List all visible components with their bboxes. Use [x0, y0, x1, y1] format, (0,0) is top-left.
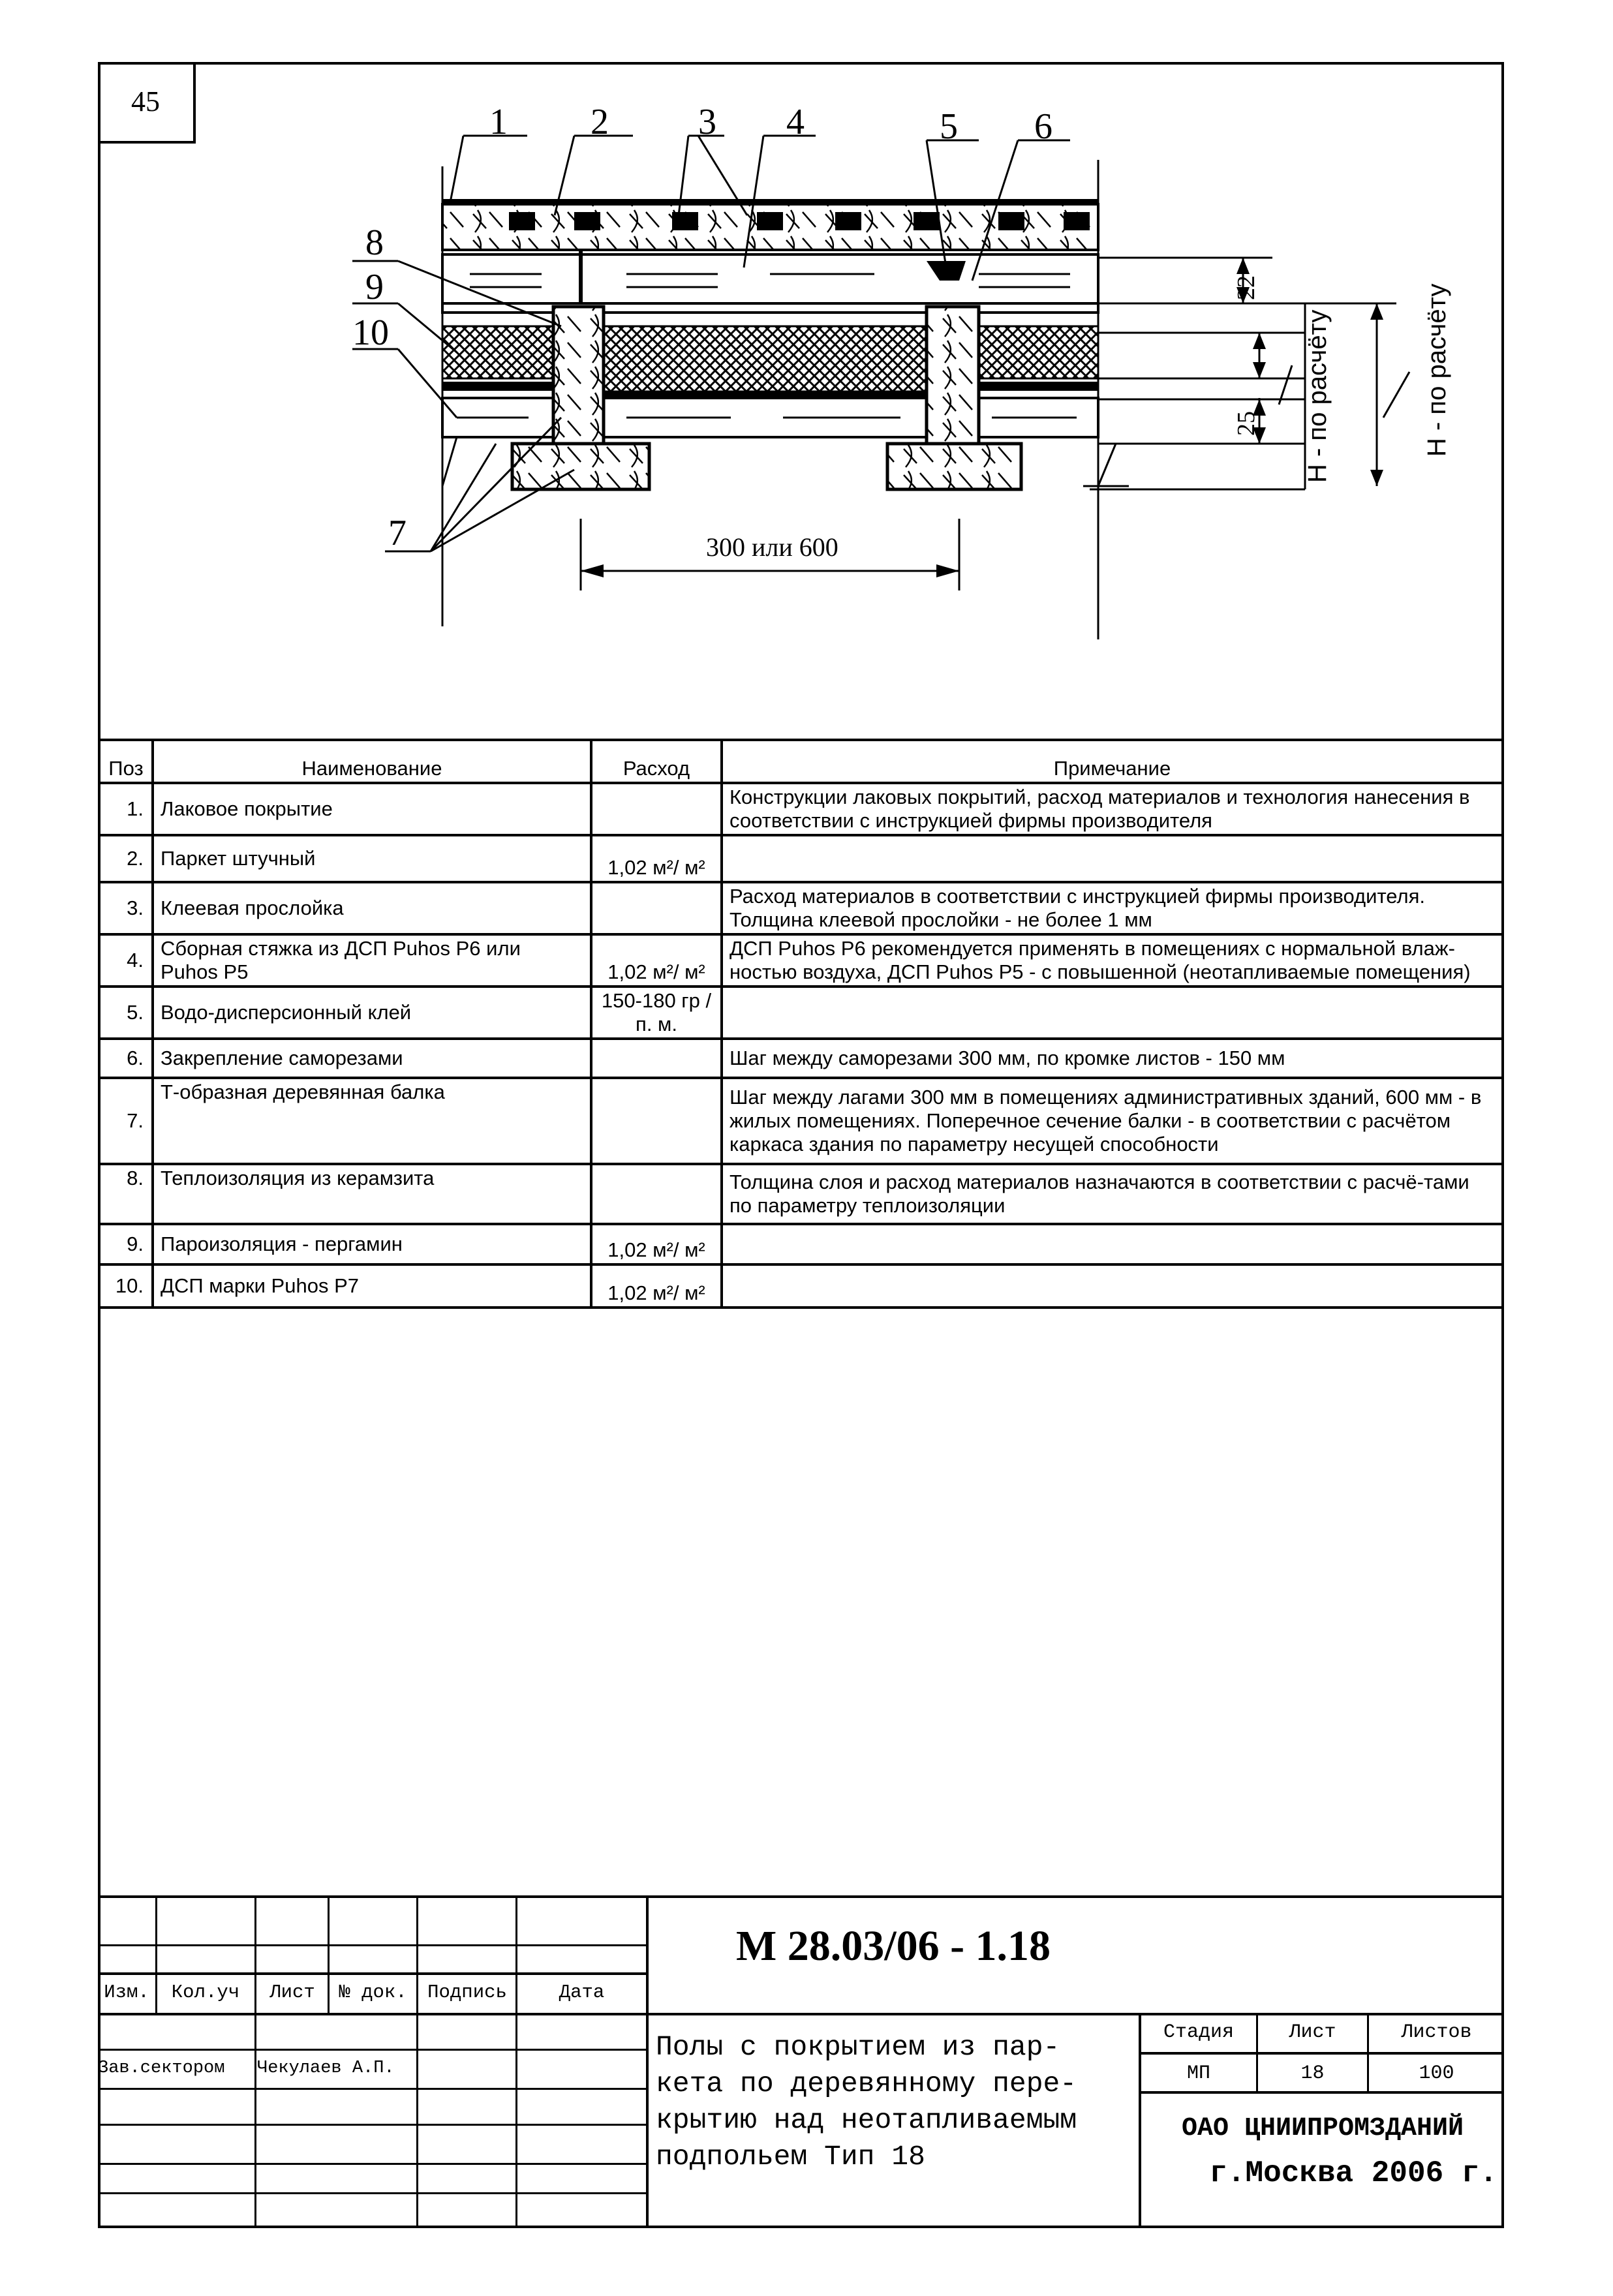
- callout-9: 9: [365, 267, 384, 307]
- span-dimension-label: 300 или 600: [706, 532, 838, 562]
- dim-25-label: 25: [1233, 411, 1260, 436]
- callout-2: 2: [591, 102, 609, 142]
- callout-10: 10: [352, 313, 389, 353]
- col-label-signature: Подпись: [427, 1982, 507, 2003]
- table-row: 9. Пароизоляция - пергамин 1,02 м²/ м²: [99, 1224, 1503, 1264]
- col-label-kol-uch: Кол.уч: [171, 1982, 240, 2003]
- title-block: [98, 1895, 1504, 2228]
- callout-5: 5: [940, 106, 958, 147]
- table-row: 2. Паркет штучный 1,02 м²/ м²: [99, 835, 1503, 882]
- col-label-doc-no: № док.: [339, 1982, 407, 2003]
- stage-value: МП: [1186, 2062, 1210, 2085]
- document-code: М 28.03/06 - 1.18: [735, 1922, 1051, 1970]
- h-label-left: Н - по расчёту: [1303, 309, 1332, 483]
- city-year: г.Москва 2006 г.: [1209, 2156, 1498, 2190]
- callout-8: 8: [365, 222, 384, 263]
- header-pos: Поз: [99, 740, 153, 783]
- sheet-value: 18: [1300, 2062, 1325, 2085]
- role-label: Зав.сектором: [98, 2059, 225, 2078]
- header-note: Примечание: [722, 740, 1503, 783]
- sheet-number: 45: [98, 62, 196, 144]
- stage-label: Стадия: [1163, 2021, 1235, 2043]
- callout-7: 7: [388, 513, 407, 553]
- table-row: 6. Закрепление саморезами Шаг между саморезами 300 мм, по кромке листов - 150 мм: [99, 1039, 1503, 1078]
- floor-section-drawing: [0, 0, 1613, 737]
- table-row: 10. ДСП марки Puhos P7 1,02 м²/ м²: [99, 1264, 1503, 1308]
- sheets-value: 100: [1419, 2062, 1454, 2085]
- table-row: 5. Водо-дисперсионный клей 150-180 гр /п. м.: [99, 987, 1503, 1039]
- sheets-label: Листов: [1401, 2021, 1472, 2043]
- h-label-right: Н - по расчёту: [1422, 283, 1451, 457]
- callout-4: 4: [786, 102, 805, 142]
- table-row: 1. Лаковое покрытие Конструкции лаковых покрытий, расход материалов и технология нанесения в соответствии с инструкцией фирмы производителя: [99, 783, 1503, 835]
- table-row: 4. Сборная стяжка из ДСП Puhos P6 или Puhos P5 1,02 м²/ м² ДСП Puhos P6 рекомендуется применять в помещениях с нормальной влаж-ностью воздуха, ДСП Puhos P5 - с повышенной (неотапливаемые помещения): [99, 934, 1503, 987]
- col-label-izm: Изм.: [104, 1982, 149, 2003]
- table-row: 8. Теплоизоляция из керамзита Толщина слоя и расход материалов назначаются в соответствии с расчё-тами по параметру теплоизоляции: [99, 1164, 1503, 1224]
- drawing-title: Полы с покрытием из пар- кета по деревянному пере- крытию над неотапливаемым подпольем Тип 18: [656, 2031, 1077, 2173]
- header-name: Наименование: [153, 740, 591, 783]
- table-row: 7. Т-образная деревянная балка Шаг между лагами 300 мм в помещениях административных зданий, 600 мм - в жилых помещениях. Поперечное сечение балки - в соответствии с расчётом каркаса здания по параметру несущей способности: [99, 1078, 1503, 1164]
- col-label-list: Лист: [269, 1982, 315, 2003]
- organization-name: ОАО ЦНИИПРОМЗДАНИЙ: [1181, 2114, 1464, 2143]
- col-label-date: Дата: [559, 1982, 605, 2003]
- table-header-row: [99, 740, 1503, 783]
- specification-table: [98, 739, 1504, 1309]
- callout-1: 1: [489, 102, 508, 142]
- person-name: Чекулаев А.П.: [257, 2059, 395, 2078]
- header-consumption: Расход: [591, 740, 722, 783]
- sheet-label: Лист: [1289, 2021, 1336, 2043]
- callout-3: 3: [698, 102, 716, 142]
- table-row: 3. Клеевая прослойка Расход материалов в соответствии с инструкцией фирмы производителя. Толщина клеевой прослойки - не более 1 мм: [99, 882, 1503, 934]
- dim-22-label: 22: [1233, 275, 1260, 300]
- callout-6: 6: [1034, 106, 1052, 147]
